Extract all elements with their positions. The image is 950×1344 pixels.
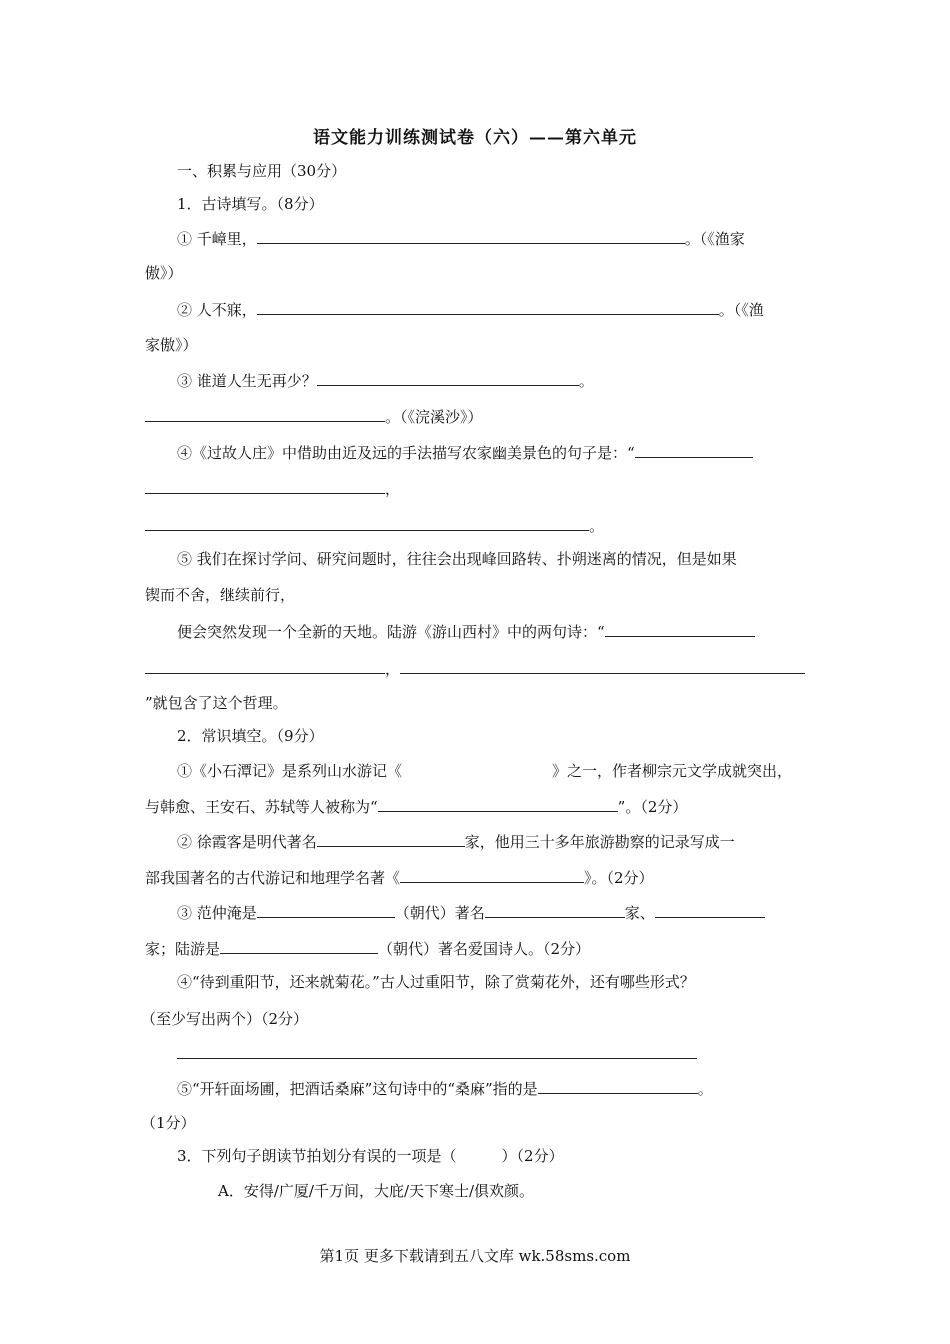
q1-heading: 1．古诗填写。（8分） <box>177 195 324 213</box>
q2-item3-a: ③ 范仲淹是 <box>177 904 257 922</box>
answer-blank[interactable] <box>400 658 805 674</box>
q1-item4-comma: ， <box>385 480 401 498</box>
answer-blank[interactable] <box>317 370 579 386</box>
answer-blank[interactable] <box>605 621 755 637</box>
q2-item3-d: 家；陆游是 <box>145 940 221 958</box>
q1-item5-line2: 锲而不舍，继续前行， <box>145 586 296 604</box>
answer-blank[interactable] <box>220 938 378 954</box>
q1-item2 <box>177 299 764 320</box>
q1-item3-suffix: 。 <box>578 372 594 390</box>
q2-item3-e: （朝代）著名爱国诗人。（2分） <box>378 940 591 958</box>
q1-item4-text: ④《过故人庄》中借助由近及远的手法描写农家幽美景色的句子是：“ <box>177 444 635 462</box>
q2-item3-line1 <box>177 902 765 923</box>
q1-item5-comma: ， <box>385 660 401 678</box>
q1-item2-suffix: 。（《渔 <box>718 301 764 319</box>
q1-item2-cont: 家傲》） <box>145 336 198 354</box>
q1-item2-prefix: ② 人不寐， <box>177 301 257 319</box>
q1-item1-cont: 傲》） <box>145 264 183 282</box>
answer-blank[interactable] <box>145 658 385 674</box>
q1-item5-line3-text: 便会突然发现一个全新的天地。陆游《游山西村》中的两句诗：“ <box>177 623 605 641</box>
q2-item1-line1 <box>177 761 792 781</box>
q2-item3-b: （朝代）著名 <box>394 904 485 922</box>
answer-blank[interactable] <box>655 902 765 918</box>
q2-item4-line1: ④“待到重阳节，还来就菊花。”古人过重阳节，除了赏菊花外，还有哪些形式？ <box>177 973 695 991</box>
q1-item4-line2 <box>145 478 400 499</box>
q3-option-a: A．安得/广厦/千万间，大庇/天下寒士/俱欢颜。 <box>218 1182 535 1200</box>
q2-item2-a: ② 徐霞客是明代著名 <box>177 833 317 851</box>
q1-item4-line3 <box>145 515 604 536</box>
q2-item4-answer <box>177 1043 697 1064</box>
q2-item5-a: ⑤“开轩面场圃，把酒话桑麻”这句诗中的“桑麻”指的是 <box>177 1080 538 1098</box>
q2-item5-line2: （1分） <box>141 1114 196 1132</box>
answer-blank[interactable] <box>400 867 584 883</box>
q1-item3 <box>177 370 594 391</box>
q1-item1-prefix: ① 千嶂里， <box>177 230 257 248</box>
q1-item1-suffix: 。（《渔家 <box>684 230 745 248</box>
answer-blank[interactable] <box>538 1078 698 1094</box>
q2-item5-line1 <box>177 1078 713 1099</box>
q2-heading: 2．常识填空。（9分） <box>177 727 324 745</box>
q1-item5-line1: ⑤ 我们在探讨学问、研究问题时，往往会出现峰回路转、扑朔迷离的情况，但是如果 <box>177 550 737 568</box>
page-footer: 第1页 更多下载请到五八文库 wk.58sms.com <box>319 1247 631 1265</box>
q2-item2-line1 <box>177 831 735 852</box>
q2-item5-b: 。 <box>697 1080 713 1098</box>
q2-item3-line2 <box>145 938 590 959</box>
q2-item1-a: ①《小石潭记》是系列山水游记《 <box>177 762 403 780</box>
q1-item5-line4 <box>145 658 805 679</box>
answer-blank[interactable] <box>145 406 385 422</box>
answer-blank[interactable] <box>378 796 618 812</box>
q2-item1-d: ”。（2分） <box>617 798 688 816</box>
answer-blank[interactable] <box>257 902 395 918</box>
q1-item4-end: 。 <box>589 517 605 535</box>
q2-item2-d: 》。（2分） <box>584 869 654 887</box>
section-heading: 一、积累与应用（30分） <box>177 162 347 180</box>
answer-blank[interactable] <box>145 515 589 531</box>
q1-item3-prefix: ③ 谁道人生无再少？ <box>177 372 317 390</box>
answer-blank[interactable] <box>635 442 753 458</box>
answer-blank[interactable] <box>145 478 385 494</box>
q2-item1-line2 <box>145 796 687 817</box>
answer-blank[interactable] <box>257 299 719 315</box>
q1-item5-line3 <box>177 621 755 642</box>
q2-item2-line2 <box>145 867 654 888</box>
q1-item3-cont <box>145 406 483 427</box>
q1-item4 <box>177 442 753 463</box>
answer-blank[interactable] <box>177 1043 697 1059</box>
page-title: 语文能力训练测试卷（六）——第六单元 <box>313 128 637 148</box>
q2-item2-b: 家，他用三十多年旅游勘察的记录写成一 <box>464 833 735 851</box>
answer-blank[interactable] <box>485 902 625 918</box>
q1-item1 <box>177 228 745 249</box>
answer-blank[interactable] <box>317 831 465 847</box>
q3-heading: 3．下列句子朗读节拍划分有误的一项是（ ）（2分） <box>177 1147 564 1165</box>
q2-item1-b: 》之一，作者柳宗元文学成就突出， <box>552 762 793 780</box>
q1-item3-cont-suffix: 。（《浣溪沙》） <box>385 408 483 426</box>
q2-item4-line2: （至少写出两个）（2分） <box>141 1010 309 1028</box>
q1-item5-end: ”就包含了这个哲理。 <box>145 694 288 712</box>
answer-blank[interactable] <box>257 228 685 244</box>
q2-item3-c: 家、 <box>624 904 655 922</box>
q2-item1-c: 与韩愈、王安石、苏轼等人被称为“ <box>145 798 378 816</box>
q2-item2-c: 部我国著名的古代游记和地理学名著《 <box>145 869 401 887</box>
